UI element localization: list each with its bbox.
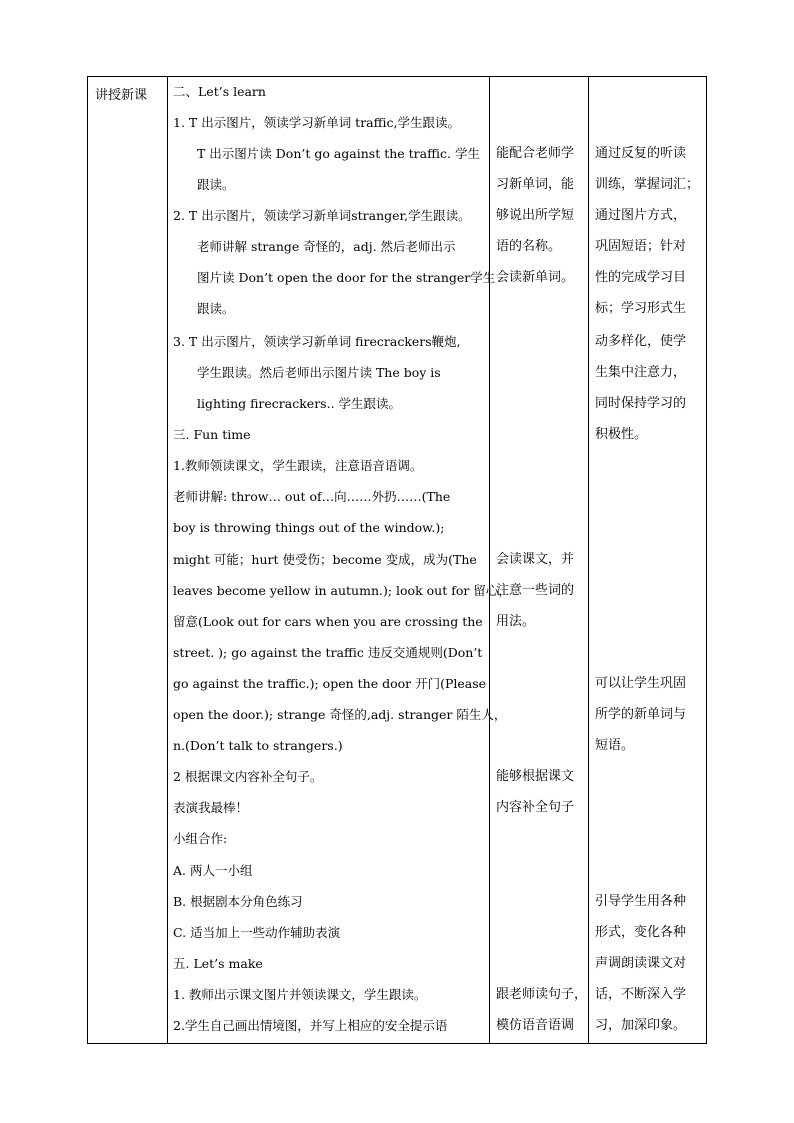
content-line: street. ); go against the traffic 违反交通规则(Don’t bbox=[173, 645, 483, 660]
intent-line: 话，不断深入学 bbox=[595, 987, 687, 1002]
content-line: 学生跟读。然后老师出示图片读 The boy is bbox=[197, 365, 441, 380]
content-line: 2.学生自己画出情境图，并写上相应的安全提示语 bbox=[173, 1018, 448, 1033]
intent-line: 训练，掌握词汇； bbox=[595, 177, 700, 192]
intent-line: 同时保持学习的 bbox=[595, 396, 687, 411]
content-line: 老师讲解: throw… out of…向……外扔……(The bbox=[173, 489, 451, 504]
content-line: boy is throwing things out of the window.); bbox=[173, 520, 445, 535]
student-line: 用法。 bbox=[496, 614, 536, 629]
content-line: 五. Let’s make bbox=[173, 956, 263, 971]
content-line: 2 根据课文内容补全句子。 bbox=[173, 769, 323, 784]
intent-line: 形式，变化各种 bbox=[595, 925, 687, 940]
content-line: C. 适当加上一些动作辅助表演 bbox=[173, 925, 341, 940]
content-line: 3. T 出示图片，领读学习新单词 firecrackers鞭炮, bbox=[173, 334, 461, 349]
intent-line: 通过反复的听读 bbox=[595, 146, 687, 161]
student-line: 能配合老师学 bbox=[496, 146, 575, 161]
student-line: 模仿语音语调 bbox=[496, 1018, 575, 1033]
section-label: 讲授新课 bbox=[95, 88, 148, 103]
content-line: 跟读。 bbox=[197, 177, 235, 192]
content-line: B. 根据剧本分角色练习 bbox=[173, 894, 303, 909]
student-line: 语的名称。 bbox=[496, 239, 562, 254]
intent-line: 习，加深印象。 bbox=[595, 1018, 687, 1033]
column-divider bbox=[489, 77, 490, 1043]
content-line: leaves become yellow in autumn.); look out for 留心， bbox=[173, 583, 511, 598]
intent-line: 积极性。 bbox=[595, 427, 648, 442]
content-line: 三. Fun time bbox=[173, 427, 251, 442]
intent-line: 巩固短语；针对 bbox=[595, 239, 687, 254]
content-line: might 可能；hurt 使受伤；become 变成，成为(The bbox=[173, 552, 477, 567]
intent-line: 可以让学生巩固 bbox=[595, 676, 687, 691]
content-line: 跟读。 bbox=[197, 301, 235, 316]
content-line: 小组合作: bbox=[173, 831, 228, 846]
student-line: 习新单词，能 bbox=[496, 177, 575, 192]
student-line: 能够根据课文 bbox=[496, 769, 575, 784]
content-line: lighting firecrackers.. 学生跟读。 bbox=[197, 396, 402, 411]
intent-line: 短语。 bbox=[595, 738, 635, 753]
content-line: 二、Let’s learn bbox=[173, 84, 266, 99]
student-line: 够说出所学短 bbox=[496, 208, 575, 223]
intent-line: 生集中注意力， bbox=[595, 365, 687, 380]
intent-line: 引导学生用各种 bbox=[595, 894, 687, 909]
student-line: 跟老师读句子， bbox=[496, 987, 588, 1002]
intent-line: 性的完成学习目 bbox=[595, 270, 687, 285]
content-line: n.(Don’t talk to strangers.) bbox=[173, 738, 343, 753]
column-divider bbox=[167, 77, 168, 1043]
student-line: 注意一些词的 bbox=[496, 583, 575, 598]
intent-line: 所学的新单词与 bbox=[595, 707, 687, 722]
intent-line: 标；学习形式生 bbox=[595, 301, 687, 316]
intent-line: 动多样化，使学 bbox=[595, 334, 687, 349]
content-line: A. 两人一小组 bbox=[173, 863, 253, 878]
content-line: 2. T 出示图片，领读学习新单词stranger,学生跟读。 bbox=[173, 208, 471, 223]
intent-line: 声调朗读课文对 bbox=[595, 956, 687, 971]
student-line: 会读新单词。 bbox=[496, 270, 575, 285]
content-line: 1.教师领读课文，学生跟读，注意语音语调。 bbox=[173, 458, 423, 473]
student-line: 内容补全句子 bbox=[496, 800, 575, 815]
content-line: 留意(Look out for cars when you are crossing the bbox=[173, 614, 483, 629]
content-line: 图片读 Don’t open the door for the stranger学生 bbox=[197, 270, 496, 285]
content-line: 表演我最棒！ bbox=[173, 800, 249, 815]
student-line: 会读课文，并 bbox=[496, 552, 575, 567]
content-line: T 出示图片读 Don’t go against the traffic. 学生 bbox=[197, 146, 480, 161]
content-line: 1. T 出示图片，领读学习新单词 traffic,学生跟读。 bbox=[173, 115, 460, 130]
column-divider bbox=[588, 77, 589, 1043]
intent-line: 通过图片方式， bbox=[595, 208, 687, 223]
content-line: go against the traffic.); open the door 开门(Please bbox=[173, 676, 487, 691]
content-line: 1. 教师出示课文图片并领读课文，学生跟读。 bbox=[173, 987, 427, 1002]
content-line: 老师讲解 strange 奇怪的，adj. 然后老师出示 bbox=[197, 239, 456, 254]
content-line: open the door.); strange 奇怪的,adj. stranger 陌生人， bbox=[173, 707, 507, 722]
